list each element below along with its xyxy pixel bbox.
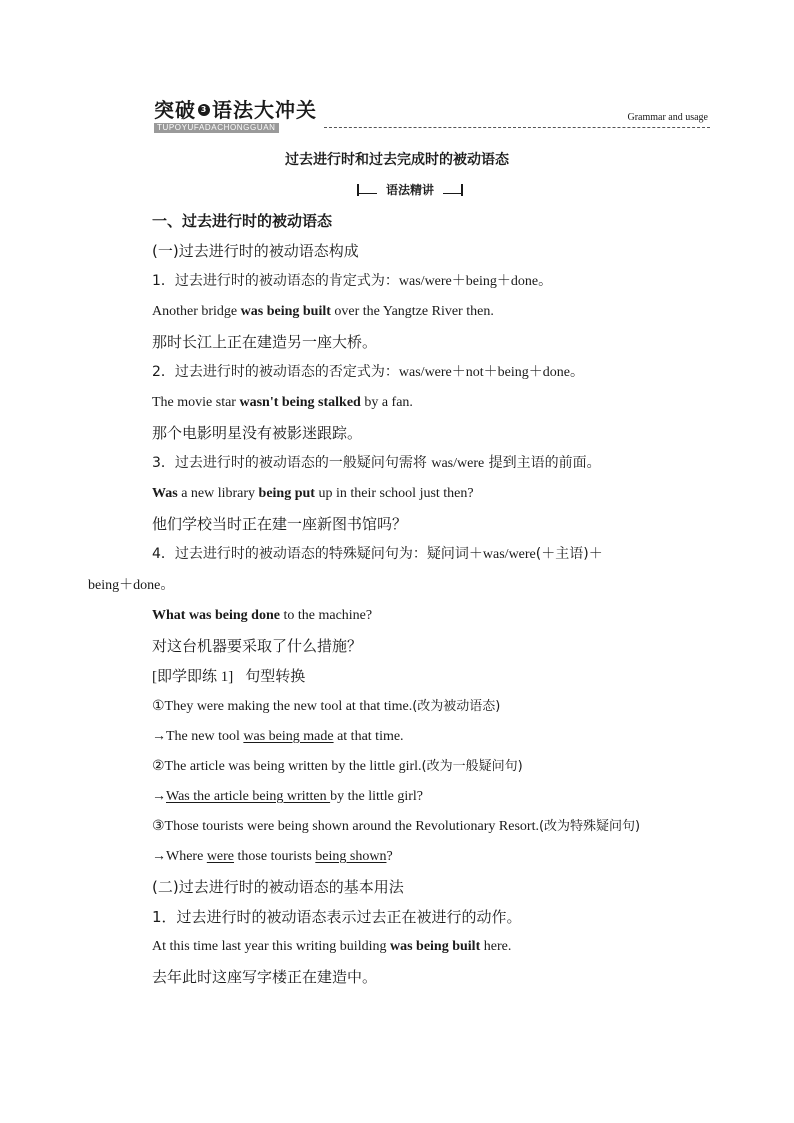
subsection-heading-2: (二)过去进行时的被动语态的基本用法: [152, 878, 404, 896]
translation-1: 那时长江上正在建造另一座大桥。: [152, 333, 378, 351]
practice-question-3: ③Those tourists were being shown around the Revolutionary Resort.(改为特殊疑问句): [152, 819, 641, 834]
header-dashed-rule: [324, 127, 710, 128]
translation-4: 对这台机器要采取了什么措施？: [152, 637, 363, 655]
practice-question-1: ①They were making the new tool at that time.(改为被动语态): [152, 699, 501, 714]
practice-heading: [即学即练 1] 句型转换: [152, 667, 306, 685]
section-heading: 一、过去进行时的被动语态: [152, 212, 333, 230]
document-body: [88, 206, 676, 992]
section-badge: [357, 181, 463, 199]
subsection-heading: (一)过去进行时的被动语态构成: [152, 242, 359, 260]
page-header: [154, 96, 710, 136]
badge-label: 语法精讲: [377, 181, 443, 199]
header-english-label: Grammar and usage: [627, 112, 708, 123]
translation-2: 那个电影明星没有被影迷跟踪。: [152, 424, 363, 442]
usage-example-1: At this time last year this writing building was being built here.: [152, 939, 512, 954]
rule-2: 2．过去进行时的被动语态的否定式为：was/were＋not＋being＋done。: [152, 364, 584, 380]
brand-pinyin: TUPOYUFADACHONGGUAN: [154, 123, 279, 133]
translation-3: 他们学校当时正在建一座新图书馆吗？: [152, 515, 408, 533]
rule-1: 1．过去进行时的被动语态的肯定式为：was/were＋being＋done。: [152, 273, 553, 289]
usage-translation-1: 去年此时这座写字楼正在建造中。: [152, 968, 378, 986]
example-3: Was a new library being put up in their school just then?: [152, 486, 474, 501]
example-4: What was being done to the machine?: [152, 608, 373, 623]
example-2: The movie star wasn't being stalked by a fan.: [152, 395, 413, 410]
page-title: 过去进行时和过去完成时的被动语态: [285, 152, 509, 168]
rule-4: 4．过去进行时的被动语态的特殊疑问句为：疑问词＋was/were(＋主语)＋ being＋done。: [88, 546, 603, 593]
example-1: Another bridge was being built over the Yangtze River then.: [152, 304, 494, 319]
practice-question-2: ②The article was being written by the little girl.(改为一般疑问句): [152, 759, 523, 774]
section-brand: 突破 3 语法大冲关: [154, 98, 317, 122]
rule-3: 3．过去进行时的被动语态的一般疑问句需将 was/were 提到主语的前面。: [152, 455, 601, 471]
practice-answer-1: →The new tool was being made at that time.: [152, 729, 404, 744]
usage-rule-1: 1．过去进行时的被动语态表示过去正在被进行的动作。: [152, 908, 522, 926]
practice-answer-2: →Was the article being written by the little girl?: [152, 789, 424, 804]
number-3-icon: 3: [198, 104, 210, 116]
practice-answer-3: →Where were those tourists being shown?: [152, 849, 393, 864]
